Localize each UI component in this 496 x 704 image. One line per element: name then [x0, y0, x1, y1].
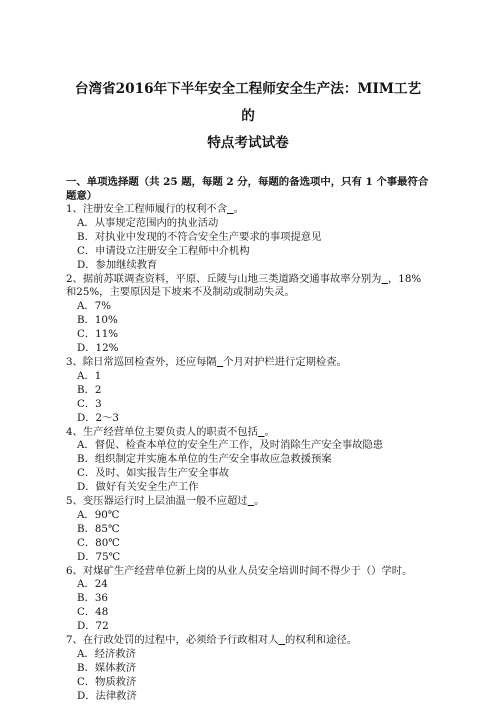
answer-blank: [381, 273, 388, 285]
question-block: [66, 203, 430, 273]
question-block: [66, 495, 430, 565]
answer-option: B．组织制定并实施本单位的生产安全事故应急救援预案: [77, 453, 332, 466]
answer-option: D．72: [77, 620, 109, 633]
answer-option: C．及时、如实报告生产安全事故: [77, 467, 230, 480]
answer-option: C．48: [77, 606, 109, 619]
answer-option: A．1: [77, 369, 102, 382]
answer-option: A．从事规定范围内的执业活动: [77, 216, 219, 229]
question-text: 2、据前苏联调查资料，平原、丘陵与山地三类道路交通事故率分别为 ，18%和25%，主要原因是下坡来不及制动或制动失灵。: [66, 272, 422, 299]
answer-option: A．7%: [77, 300, 112, 313]
answer-blank: [227, 203, 234, 215]
answer-option: B．2: [77, 383, 102, 396]
answer-option: C．申请设立注册安全工程师中介机构: [77, 244, 250, 257]
question-text: 5、变压器运行时上层油温一般不应超过 。: [66, 495, 265, 508]
answer-option: D．做好有关安全生产工作: [77, 481, 199, 494]
answer-option: A．24: [77, 578, 108, 591]
title-line-1: 台湾省2016年下半年安全工程师安全生产法：MIM工艺的: [74, 81, 422, 124]
answer-option: A．经济救济: [77, 648, 136, 660]
answer-option: C．11%: [77, 328, 119, 341]
answer-option: D．75℃: [77, 550, 121, 563]
title-line-2: 特点考试试卷: [207, 135, 289, 151]
question-block: [66, 426, 430, 496]
answer-option: B．对执业中发现的不符合安全生产要求的事项提意见: [77, 230, 322, 243]
answer-option: C．80℃: [77, 536, 120, 549]
question-text: 3、除日常巡回检查外，还应每隔 个月对护栏进行定期检查。: [66, 355, 347, 368]
answer-option: A．督促、检查本单位的安全生产工作，及时消除生产安全事故隐患: [77, 439, 384, 452]
answer-option: D．12%: [77, 342, 119, 355]
answer-option: B．36: [77, 592, 108, 605]
answer-option: D．参加继续教育: [77, 258, 158, 271]
question-block: [66, 273, 430, 356]
document-title: [66, 76, 430, 157]
answer-option: D．2～3: [77, 411, 119, 424]
question-block: [66, 356, 430, 426]
answer-option: D．法律救济: [77, 689, 137, 702]
question-list: [66, 203, 430, 704]
section-heading: 一、单项选择题（共 25 题，每题 2 分，每题的备选项中，只有 1 个事最符合题意）: [66, 176, 429, 202]
question-text: 6、对煤矿生产经营单位新上岗的从业人员安全培训时间不得少于（）学时。: [66, 564, 413, 577]
answer-option: A．90℃: [77, 508, 120, 521]
answer-option: C．物质救济: [77, 675, 137, 688]
answer-blank: [258, 426, 265, 438]
answer-option: B．85℃: [77, 522, 120, 535]
answer-blank: [248, 495, 255, 507]
question-text: 7、在行政处罚的过程中，必须给予行政相对人 的权利和途径。: [66, 634, 358, 647]
answer-option: B．媒体救济: [77, 661, 137, 674]
question-text: 1、注册安全工程师履行的权利不含 。: [66, 203, 244, 215]
answer-blank: [217, 356, 224, 368]
question-block: [66, 634, 430, 704]
answer-blank: [279, 634, 286, 646]
question-text: 4、生产经营单位主要负责人的职责不包括 。: [66, 425, 275, 438]
answer-option: B．10%: [77, 314, 118, 327]
answer-option: C．3: [77, 397, 102, 410]
question-block: [66, 565, 430, 635]
